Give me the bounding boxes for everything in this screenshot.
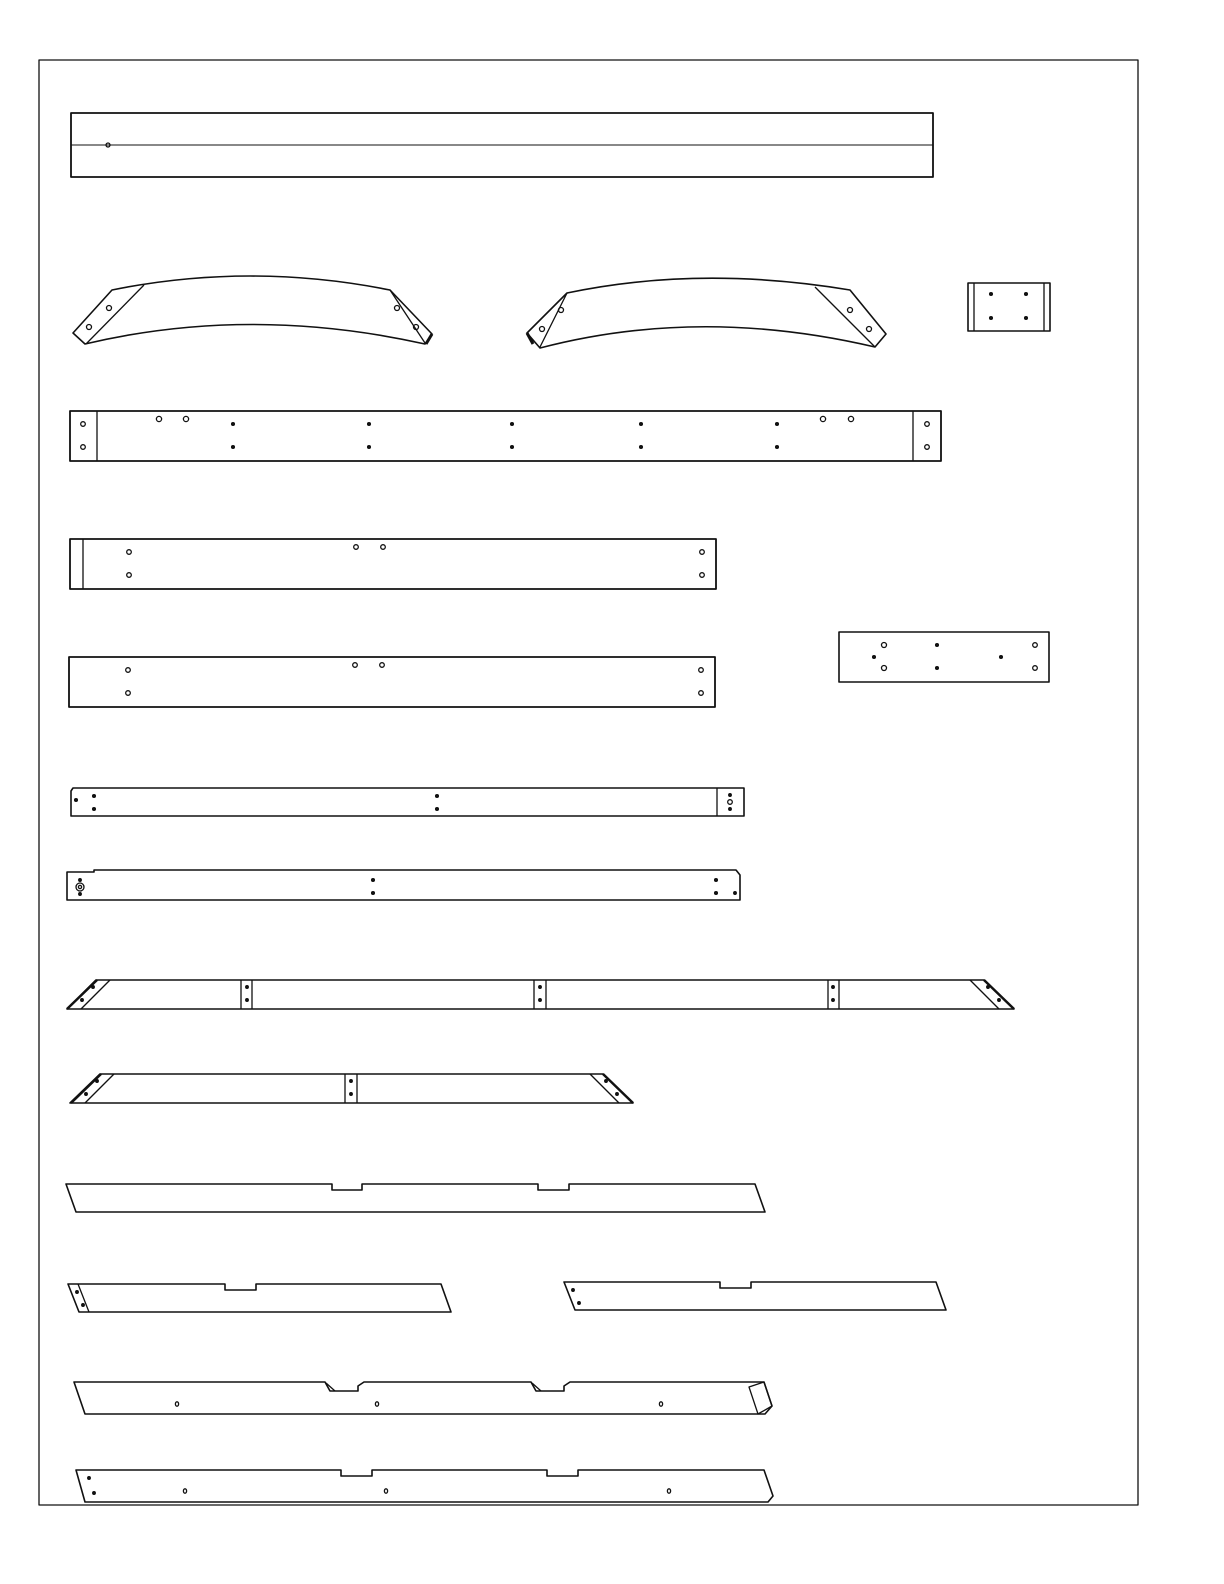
part-notched-board-left (68, 1284, 451, 1312)
part-notched-board-right (564, 1282, 946, 1310)
part-slat-bolt (67, 870, 740, 900)
part-bottom-board (76, 1470, 773, 1502)
part-slotted-board (74, 1382, 772, 1414)
part-curved-arch-left (73, 276, 432, 344)
part-medium-board-a (70, 539, 716, 589)
sheet-border (39, 60, 1138, 1505)
part-notched-board (66, 1184, 765, 1212)
part-long-beveled-beam (67, 980, 1014, 1009)
part-short-beveled-beam (70, 1074, 633, 1103)
part-slat-end-block (71, 788, 744, 816)
part-long-rail (70, 411, 941, 461)
part-medium-board-b (69, 657, 715, 707)
part-short-plate (839, 632, 1049, 682)
part-long-board-top (71, 113, 933, 177)
part-small-block (968, 283, 1050, 331)
part-curved-arch-right (527, 278, 886, 348)
